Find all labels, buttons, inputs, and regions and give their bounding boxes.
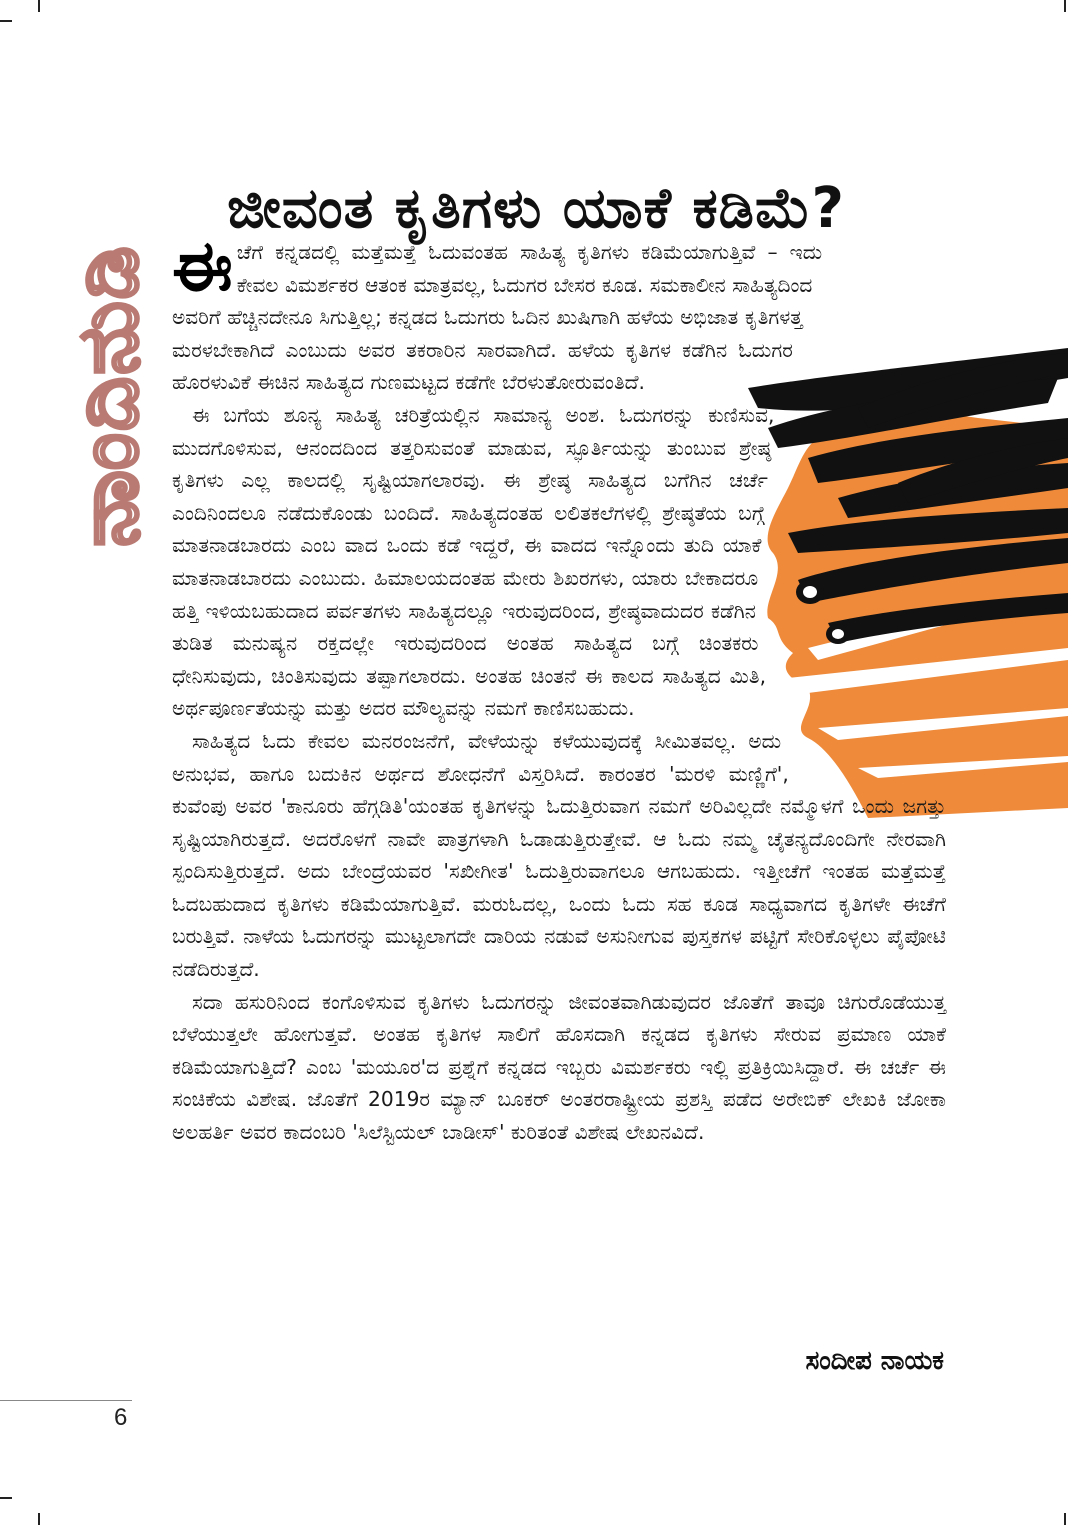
section-label (58, 225, 158, 565)
author-name: ಸಂದೀಪ ನಾಯಕ (805, 1346, 944, 1376)
page-number-rule (0, 1400, 132, 1401)
crop-mark (1064, 1513, 1066, 1525)
crop-mark (1064, 0, 1066, 12)
crop-mark (38, 1513, 40, 1525)
section-label-text: ನಾಂದಿನುಡಿ (58, 243, 157, 547)
article-body (172, 225, 946, 1149)
crop-mark (0, 1497, 12, 1499)
drop-cap: ಈ (172, 225, 233, 307)
text-wrap-spacer (756, 350, 946, 780)
page-number: 6 (114, 1404, 128, 1431)
article-paragraph: ಈಚೆಗೆ ಕನ್ನಡದಲ್ಲಿ ಮತ್ತೆಮತ್ತೆ ಓದುವಂತಹ ಸಾಹಿತ್ಯ ಕೃತಿಗಳು ಕಡಿಮೆಯಾಗುತ್ತಿವೆ – ಇದು ಕೇವಲ ವಿಮರ್ಶಕರ ಆತಂಕ ಮಾತ್ರವಲ್ಲ, ಓದುಗರ ಬೇಸರ ಕೂಡ. ಸಮಕಾಲೀನ ಸಾಹಿತ್ಯದಿಂದ ಅವರಿಗೆ ಹೆಚ್ಚಿನದೇನೂ ಸಿಗುತ್ತಿಲ್ಲ; ಕನ್ನಡದ ಓದುಗರು ಓದಿನ ಖುಷಿಗಾಗಿ ಹಳೆಯ ಅಭಿಜಾತ ಕೃತಿಗಳತ್ತ ಮರಳಬೇಕಾಗಿದೆ ಎಂಬುದು ಅವರ ತಕರಾರಿನ ಸಾರವಾಗಿದೆ. ಹಳೆಯ ಕೃತಿಗಳ ಕಡೆಗಿನ ಓದುಗರ ಹೊರಳುವಿಕೆ ಈಚಿನ ಸಾಹಿತ್ಯದ ಗುಣಮಟ್ಟದ ಕಡೆಗೇ ಬೆರಳುತೋರುವಂತಿದೆ. (172, 225, 823, 395)
crop-mark (38, 0, 40, 12)
article-paragraph: ಈ ಬಗೆಯ ಶೂನ್ಯ ಸಾಹಿತ್ಯ ಚರಿತ್ರೆಯಲ್ಲಿನ ಸಾಮಾನ್ಯ ಅಂಶ. ಓದುಗರನ್ನು ಕುಣಿಸುವ, ಮುದಗೊಳಿಸುವ, ಆನಂದದಿಂದ ತತ್ತರಿಸುವಂತೆ ಮಾಡುವ, ಸ್ಫೂರ್ತಿಯನ್ನು ತುಂಬುವ ಶ್ರೇಷ್ಠ ಕೃತಿಗಳು ಎಲ್ಲ ಕಾಲದಲ್ಲಿ ಸೃಷ್ಟಿಯಾಗಲಾರವು. ಈ ಶ್ರೇಷ್ಠ ಸಾಹಿತ್ಯದ ಬಗೆಗಿನ ಚರ್ಚೆ ಎಂದಿನಿಂದಲೂ ನಡೆದುಕೊಂಡು ಬಂದಿದೆ. ಸಾಹಿತ್ಯದಂತಹ ಲಲಿತಕಲೆಗಳಲ್ಲಿ ಶ್ರೇಷ್ಠತೆಯ ಬಗ್ಗೆ ಮಾತನಾಡಬಾರದು ಎಂಬ ವಾದ ಒಂದು ಕಡೆ ಇದ್ದರೆ, ಈ ವಾದದ ಇನ್ನೊಂದು ತುದಿ ಯಾಕೆ ಮಾತನಾಡಬಾರದು ಎಂಬುದು. ಹಿಮಾಲಯದಂತಹ ಮೇರು ಶಿಖರಗಳು, ಯಾರು ಬೇಕಾದರೂ ಹತ್ತಿ ಇಳಿಯಬಹುದಾದ ಪರ್ವತಗಳು ಸಾಹಿತ್ಯದಲ್ಲೂ ಇರುವುದರಿಂದ, ಶ್ರೇಷ್ಠವಾದುದರ ಕಡೆಗಿನ ತುಡಿತ ಮನುಷ್ಯನ ರಕ್ತದಲ್ಲೇ ಇರುವುದರಿಂದ ಅಂತಹ ಸಾಹಿತ್ಯದ ಬಗ್ಗೆ ಚಿಂತಕರು ಧೇನಿಸುವುದು, ಚಿಂತಿಸುವುದು ತಪ್ಪಾಗಲಾರದು. ಅಂತಹ ಚಿಂತನೆ ಈ ಕಾಲದ ಸಾಹಿತ್ಯದ ಮಿತಿ, ಅರ್ಥಪೂರ್ಣತೆಯನ್ನು ಮತ್ತು ಅದರ ಮೌಲ್ಯವನ್ನು ನಮಗೆ ಕಾಣಿಸಬಹುದು. (172, 402, 775, 721)
page-title: ಜೀವಂತ ಕೃತಿಗಳು ಯಾಕೆ ಕಡಿಮೆ? (227, 175, 845, 241)
crop-mark (0, 20, 12, 22)
article-paragraph: ಸಾಹಿತ್ಯದ ಓದು ಕೇವಲ ಮನರಂಜನೆಗೆ, ವೇಳೆಯನ್ನು ಕಳೆಯುವುದಕ್ಕೆ ಸೀಮಿತವಲ್ಲ. ಅದು ಅನುಭವ, ಹಾಗೂ ಬದುಕಿನ ಅರ್ಥದ ಶೋಧನೆಗೆ ವಿಸ್ತರಿಸಿದೆ. ಕಾರಂತರ 'ಮರಳಿ ಮಣ್ಣಿಗೆ', ಕುವೆಂಪು ಅವರ 'ಕಾನೂರು ಹೆಗ್ಗಡಿತಿ'ಯಂತಹ ಕೃತಿಗಳನ್ನು ಓದುತ್ತಿರುವಾಗ ನಮಗೆ ಅರಿವಿಲ್ಲದೇ ನಮ್ಮೊಳಗೆ ಒಂದು ಜಗತ್ತು ಸೃಷ್ಟಿಯಾಗಿರುತ್ತದೆ. ಅದರೊಳಗೆ ನಾವೇ ಪಾತ್ರಗಳಾಗಿ ಓಡಾಡುತ್ತಿರುತ್ತೇವೆ. ಆ ಓದು ನಮ್ಮ ಚೈತನ್ಯದೊಂದಿಗೇ ನೇರವಾಗಿ ಸ್ಪಂದಿಸುತ್ತಿರುತ್ತದೆ. ಅದು ಬೇಂದ್ರೆಯವರ 'ಸಖೀಗೀತ' ಓದುತ್ತಿರುವಾಗಲೂ ಆಗಬಹುದು. ಇತ್ತೀಚೆಗೆ ಇಂತಹ ಮತ್ತೆಮತ್ತೆ ಓದಬಹುದಾದ ಕೃತಿಗಳು ಕಡಿಮೆಯಾಗುತ್ತಿವೆ. ಮರುಓದಲ್ಲ, ಒಂದು ಓದು ಸಹ ಕೂಡ ಸಾಧ್ಯವಾಗದ ಕೃತಿಗಳೇ ಈಚೆಗೆ ಬರುತ್ತಿವೆ. ನಾಳೆಯ ಓದುಗರನ್ನು ಮುಟ್ಟಲಾಗದೇ ದಾರಿಯ ನಡುವೆ ಅಸುನೀಗುವ ಪುಸ್ತಕಗಳ ಪಟ್ಟಿಗೆ ಸೇರಿಕೊಳ್ಳಲು ಪೈಪೋಟಿ ನಡೆದಿರುತ್ತದೆ. (172, 728, 946, 982)
article-paragraph: ಸದಾ ಹಸುರಿನಿಂದ ಕಂಗೊಳಿಸುವ ಕೃತಿಗಳು ಓದುಗರನ್ನು ಜೀವಂತವಾಗಿಡುವುದರ ಜೊತೆಗೆ ತಾವೂ ಚಿಗುರೊಡೆಯುತ್ತ ಬೆಳೆಯುತ್ತಲೇ ಹೋಗುತ್ತವೆ. ಅಂತಹ ಕೃತಿಗಳ ಸಾಲಿಗೆ ಹೊಸದಾಗಿ ಕನ್ನಡದ ಕೃತಿಗಳು ಸೇರುವ ಪ್ರಮಾಣ ಯಾಕೆ ಕಡಿಮೆಯಾಗುತ್ತಿದೆ? ಎಂಬ 'ಮಯೂರ'ದ ಪ್ರಶ್ನೆಗೆ ಕನ್ನಡದ ಇಬ್ಬರು ವಿಮರ್ಶಕರು ಇಲ್ಲಿ ಪ್ರತಿಕ್ರಿಯಿಸಿದ್ದಾರೆ. ಈ ಚರ್ಚೆ ಈ ಸಂಚಿಕೆಯ ವಿಶೇಷ. ಜೊತೆಗೆ 2019ರ ಮ್ಯಾನ್ ಬೂಕರ್ ಅಂತರರಾಷ್ಟ್ರೀಯ ಪ್ರಶಸ್ತಿ ಪಡೆದ ಅರೇಬಿಕ್ ಲೇಖಕಿ ಜೋಕಾ ಅಲಹರ್ತಿ ಅವರ ಕಾದಂಬರಿ 'ಸಿಲೆಸ್ಟಿಯಲ್ ಬಾಡೀಸ್' ಕುರಿತಂತೆ ವಿಶೇಷ ಲೇಖನವಿದೆ. (172, 989, 946, 1145)
